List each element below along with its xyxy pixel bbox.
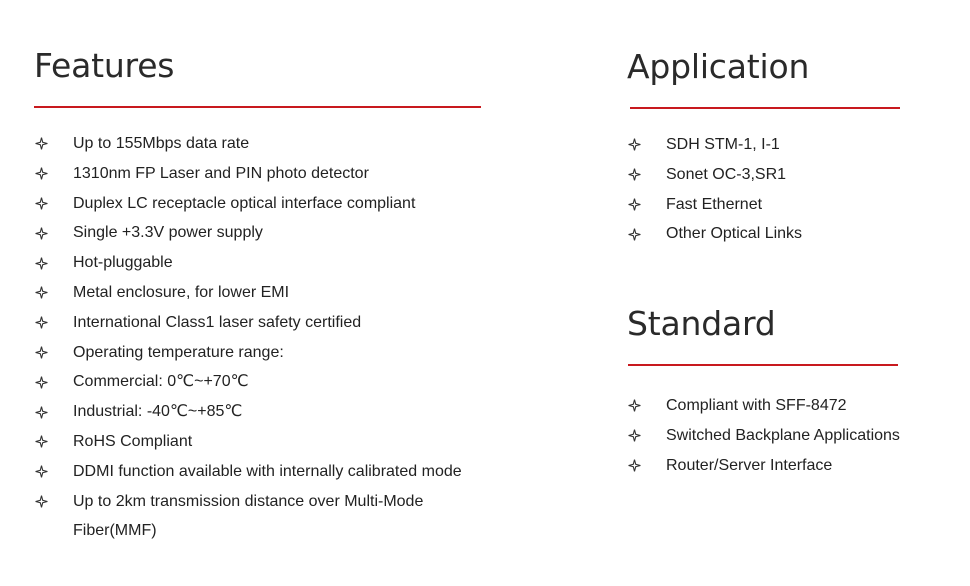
list-item [627,421,957,451]
list-item-text: DDMI function available with internally calibrated mode [73,462,462,480]
list-item-text: 1310nm FP Laser and PIN photo detector [73,164,369,182]
list-item-text: Single +3.3V power supply [73,224,263,242]
application-list [627,130,957,249]
star-bullet-icon [34,338,48,368]
standard-title: Standard [627,304,776,343]
star-bullet-icon [34,457,48,487]
star-bullet-icon [34,427,48,457]
list-item-text: Metal enclosure, for lower EMI [73,283,290,301]
star-bullet-icon [34,189,48,219]
list-item-text: International Class1 laser safety certified [73,313,362,331]
star-bullet-icon [627,451,641,481]
list-item [34,189,504,219]
star-bullet-icon [34,367,48,397]
list-item [627,160,957,190]
list-item-text: RoHS Compliant [73,432,193,450]
list-item-text: Industrial: -40℃~+85℃ [73,403,243,421]
list-item-text: Commercial: 0℃~+70℃ [73,373,249,391]
list-item-text: Up to 155Mbps data rate [73,135,250,152]
star-bullet-icon [34,248,48,278]
list-item [627,130,957,160]
application-section [627,47,957,249]
star-bullet-icon [34,218,48,248]
list-item [34,367,504,397]
star-bullet-icon [627,391,641,421]
star-bullet-icon [34,159,48,189]
list-item [34,278,504,308]
list-item [34,427,504,457]
features-list [34,129,504,516]
standard-title-rule [628,364,898,366]
list-item-text: Duplex LC receptacle optical interface compliant [73,194,416,212]
features-title-rule [34,106,481,108]
list-item [34,457,504,487]
list-item [627,190,957,220]
list-item-text: Up to 2km transmission distance over Multi-Mode [73,492,424,510]
list-item-text: Fast Ethernet [666,195,763,213]
star-bullet-icon [627,160,641,190]
list-item [34,218,504,248]
application-title: Application [627,47,810,86]
list-item [34,338,504,368]
star-bullet-icon [627,130,641,160]
list-item-continuation: Fiber(MMF) [73,522,157,540]
star-bullet-icon [34,487,48,517]
star-bullet-icon [627,190,641,220]
star-bullet-icon [34,129,48,159]
list-item-text: Sonet OC-3,SR1 [666,165,787,183]
list-item [34,159,504,189]
list-item-text: SDH STM-1, I-1 [666,136,780,153]
list-item [34,487,504,517]
list-item-text: Router/Server Interface [666,456,833,474]
list-item-text: Compliant with SFF-8472 [666,397,847,414]
list-item [627,391,957,421]
star-bullet-icon [34,397,48,427]
list-item [34,129,504,159]
list-item [34,248,504,278]
features-title: Features [34,46,175,85]
list-item [34,397,504,427]
list-item [627,219,957,249]
list-item-text: Other Optical Links [666,225,803,243]
list-item-text: Hot-pluggable [73,254,173,272]
list-item-text: Switched Backplane Applications [666,426,900,444]
application-title-rule [630,107,900,109]
standard-list [627,391,957,480]
star-bullet-icon [34,308,48,338]
star-bullet-icon [34,278,48,308]
star-bullet-icon [627,219,641,249]
list-item [627,451,957,481]
standard-section [627,304,957,480]
list-item-text: Operating temperature range: [73,343,284,361]
star-bullet-icon [627,421,641,451]
features-section [34,46,504,546]
list-item [34,308,504,338]
